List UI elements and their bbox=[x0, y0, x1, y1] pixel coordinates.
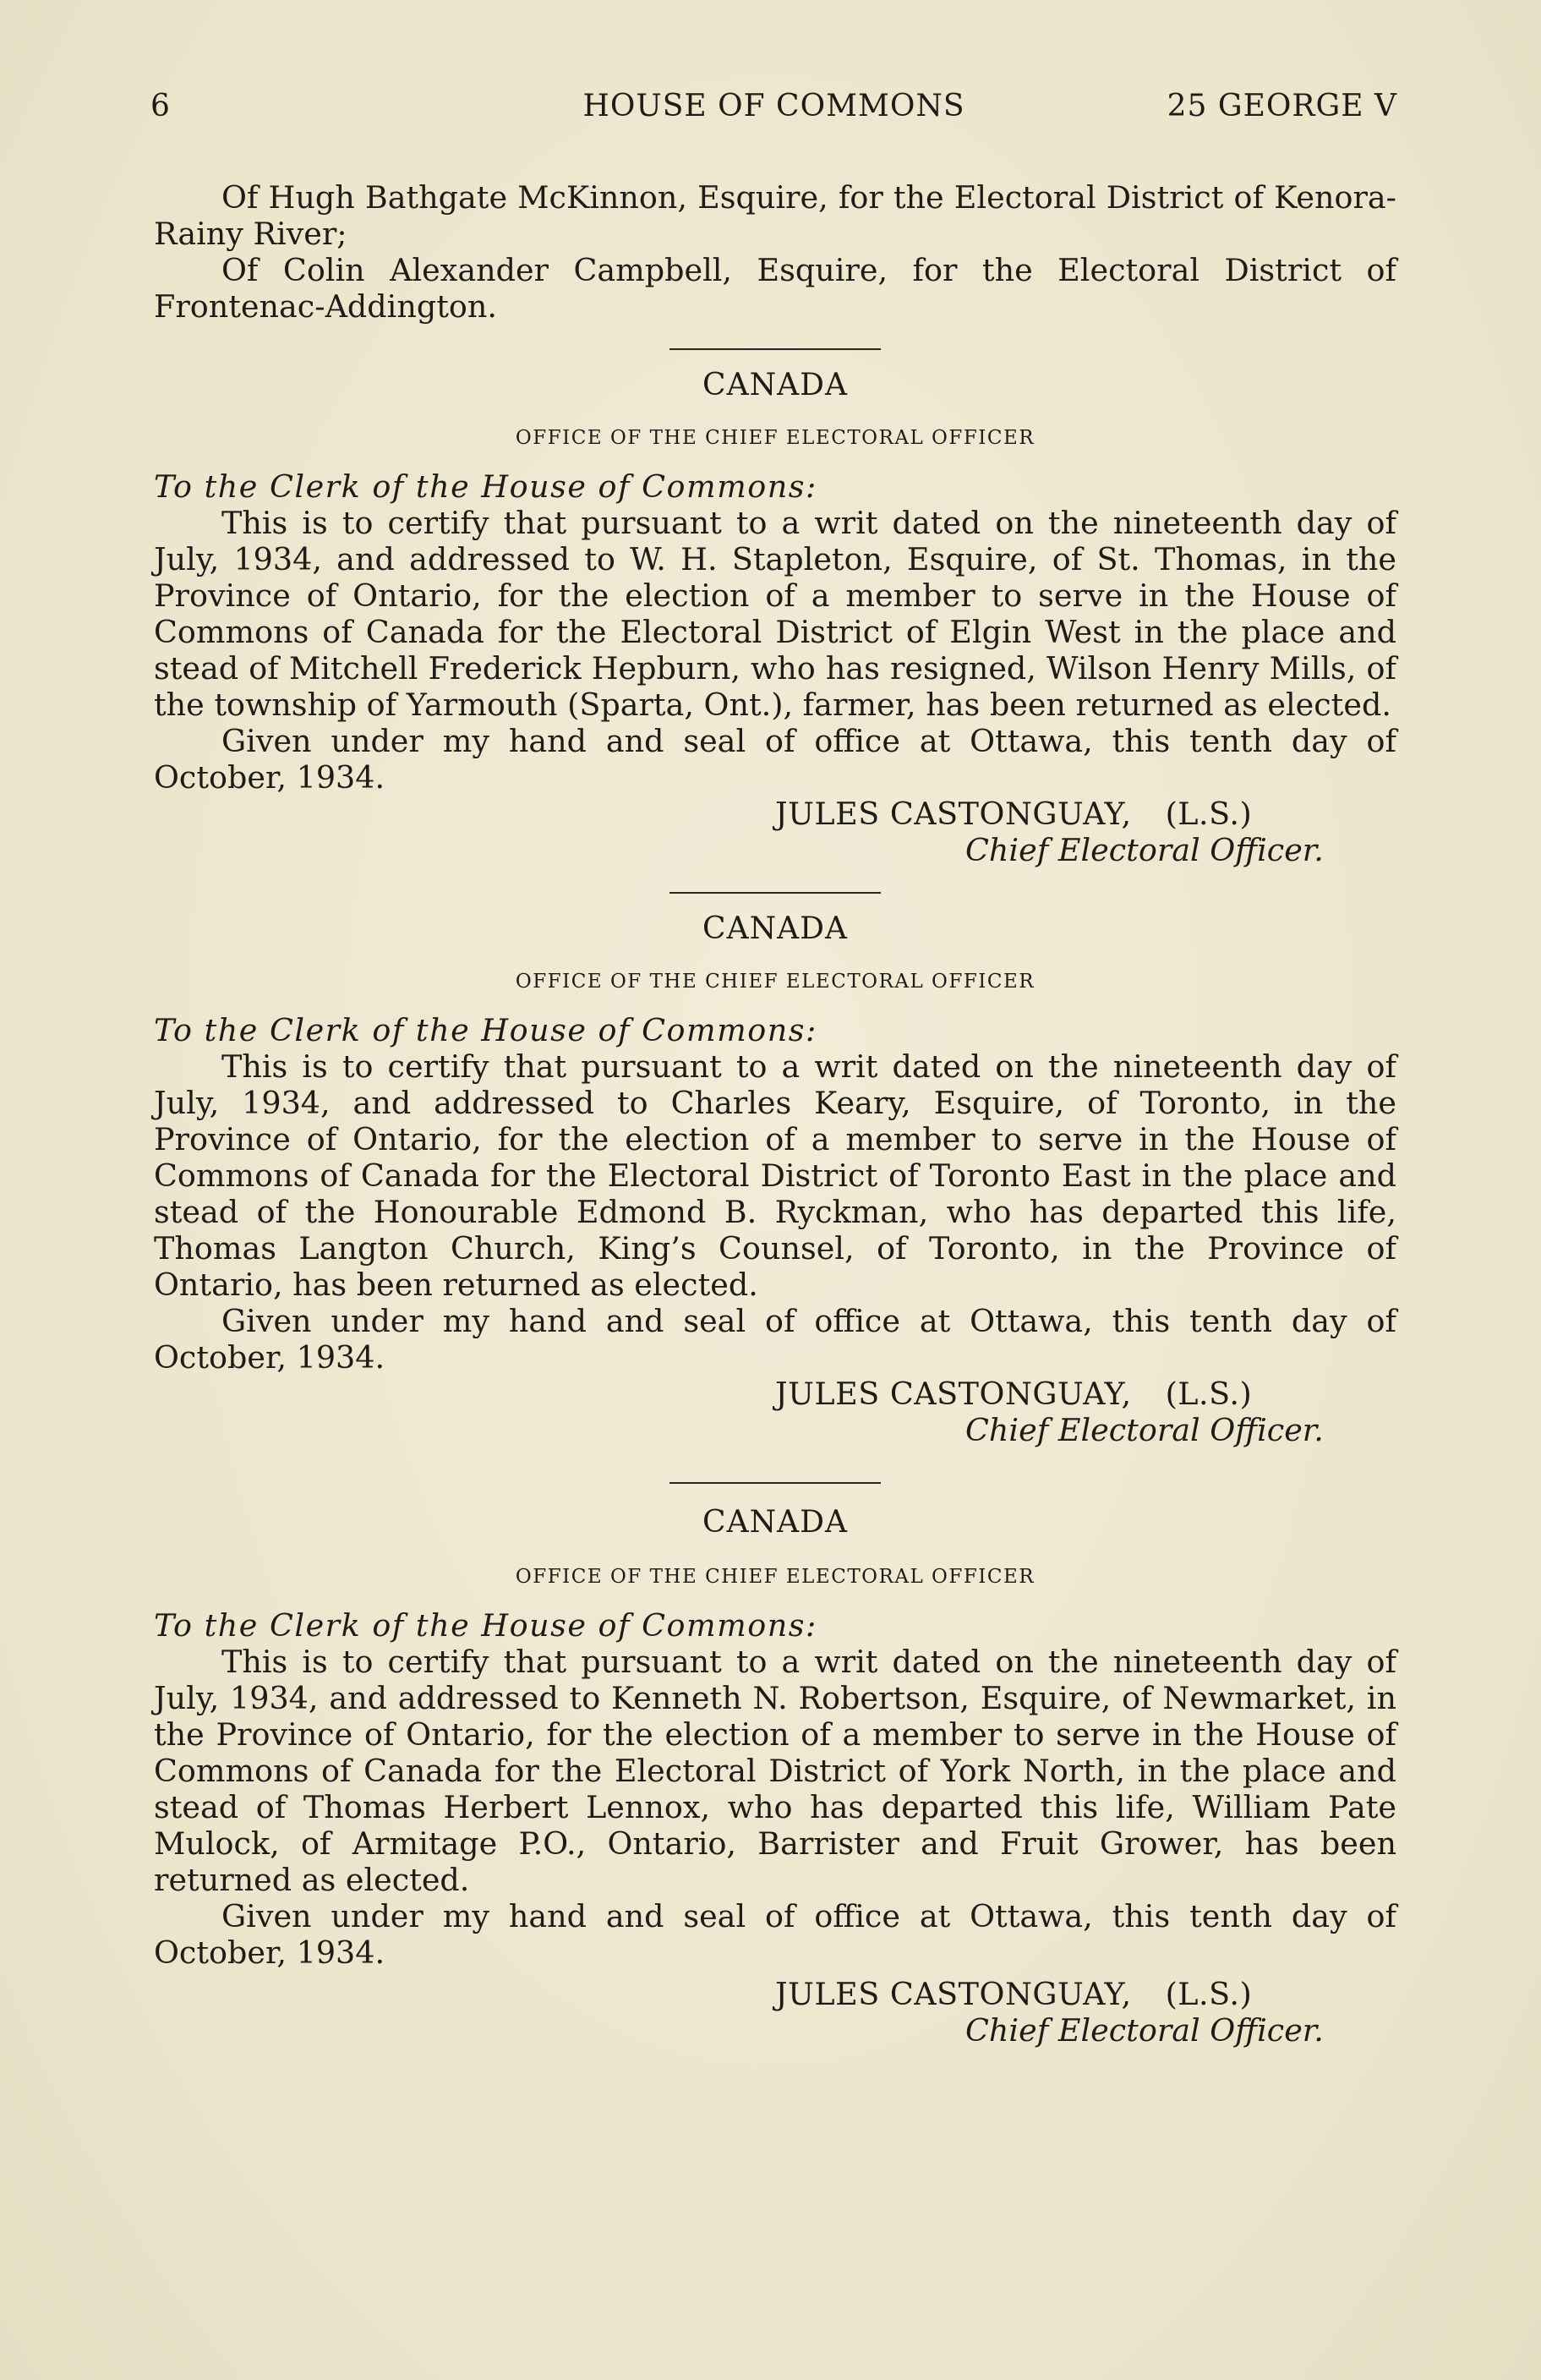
certificate-2 bbox=[154, 911, 1396, 1448]
running-title: HOUSE OF COMMONS bbox=[582, 89, 965, 123]
certificate-text: This is to certify that pursuant to a writ dated on the nineteenth day of July, 1934, and addressed to Kenneth N. Robertson, Esquire, of Newmarket, in the Province of Ontario, for the election of a member to serve in the House of Commons of Canada for the Electoral District of York North, in the place and stead of Thomas Herbert Lennox, who has departed this life, William Pate Mulock, of Armitage P.O., Ontario, Barrister and Fruit Grower, has been returned as elected. bbox=[154, 1644, 1396, 1898]
certificate-heading: CANADA bbox=[702, 368, 848, 402]
certificate-office: OFFICE OF THE CHIEF ELECTORAL OFFICER bbox=[515, 427, 1036, 449]
signatory-title: Chief Electoral Officer. bbox=[965, 832, 1324, 868]
regnal-year: 25 GEORGE V bbox=[1167, 89, 1397, 123]
signatory-title: Chief Electoral Officer. bbox=[965, 1412, 1324, 1448]
certificate-given: Given under my hand and seal of office at Ottawa, this tenth day of October, 1934. bbox=[154, 1898, 1396, 1971]
certificate-salutation: To the Clerk of the House of Commons: bbox=[154, 1012, 817, 1048]
certificate-heading: CANADA bbox=[702, 911, 848, 946]
opening-paragraph-2: Of Colin Alexander Campbell, Esquire, for the Electoral District of Frontenac-Addington. bbox=[154, 252, 1396, 325]
certificate-salutation: To the Clerk of the House of Commons: bbox=[154, 1607, 817, 1644]
seal-mark: (L.S.) bbox=[1165, 1976, 1253, 2012]
certificate-text: This is to certify that pursuant to a writ dated on the nineteenth day of July, 1934, and addressed to W. H. Stapleton, Esquire, of St. Thomas, in the Province of Ontario, for the election of a member to serve in the House of Commons of Canada for the Electoral District of Elgin West in the place and stead of Mitchell Frederick Hepburn, who has resigned, Wilson Henry Mills, of the township of Yarmouth (Sparta, Ont.), farmer, has been returned as elected. bbox=[154, 505, 1396, 723]
page-body bbox=[154, 179, 1396, 2049]
certificate-signature bbox=[154, 796, 1396, 832]
seal-mark: (L.S.) bbox=[1165, 1376, 1253, 1412]
certificate-text: This is to certify that pursuant to a writ dated on the nineteenth day of July, 1934, and addressed to Charles Keary, Esquire, of Toronto, in the Province of Ontario, for the election of a member to serve in the House of Commons of Canada for the Electoral District of Toronto East in the place and stead of the Honourable Edmond B. Ryckman, who has departed this life, Thomas Langton Church, King’s Counsel, of Toronto, in the Province of Ontario, has been returned as elected. bbox=[154, 1048, 1396, 1303]
certificate-heading: CANADA bbox=[702, 1505, 848, 1540]
certificate-signature bbox=[154, 1976, 1396, 2012]
section-divider bbox=[669, 1482, 881, 1484]
opening-paragraph-1: Of Hugh Bathgate McKinnon, Esquire, for the Electoral District of Kenora-Rainy River; bbox=[154, 179, 1396, 252]
signatory-name: JULES CASTONGUAY, bbox=[775, 796, 1132, 832]
certificate-office: OFFICE OF THE CHIEF ELECTORAL OFFICER bbox=[515, 1566, 1036, 1588]
seal-mark: (L.S.) bbox=[1165, 796, 1253, 832]
signatory-name: JULES CASTONGUAY, bbox=[775, 1976, 1132, 2012]
certificate-1 bbox=[154, 367, 1396, 868]
certificate-3 bbox=[154, 1504, 1396, 2049]
certificate-salutation: To the Clerk of the House of Commons: bbox=[154, 468, 817, 505]
certificate-given: Given under my hand and seal of office at Ottawa, this tenth day of October, 1934. bbox=[154, 723, 1396, 796]
certificate-office: OFFICE OF THE CHIEF ELECTORAL OFFICER bbox=[515, 971, 1036, 993]
signatory-title: Chief Electoral Officer. bbox=[965, 2012, 1324, 2049]
running-header bbox=[150, 89, 1397, 131]
certificate-given: Given under my hand and seal of office at Ottawa, this tenth day of October, 1934. bbox=[154, 1303, 1396, 1376]
signatory-name: JULES CASTONGUAY, bbox=[775, 1376, 1132, 1412]
certificate-signature bbox=[154, 1376, 1396, 1412]
page-number: 6 bbox=[150, 89, 171, 123]
section-divider bbox=[669, 348, 881, 350]
section-divider bbox=[669, 892, 881, 894]
